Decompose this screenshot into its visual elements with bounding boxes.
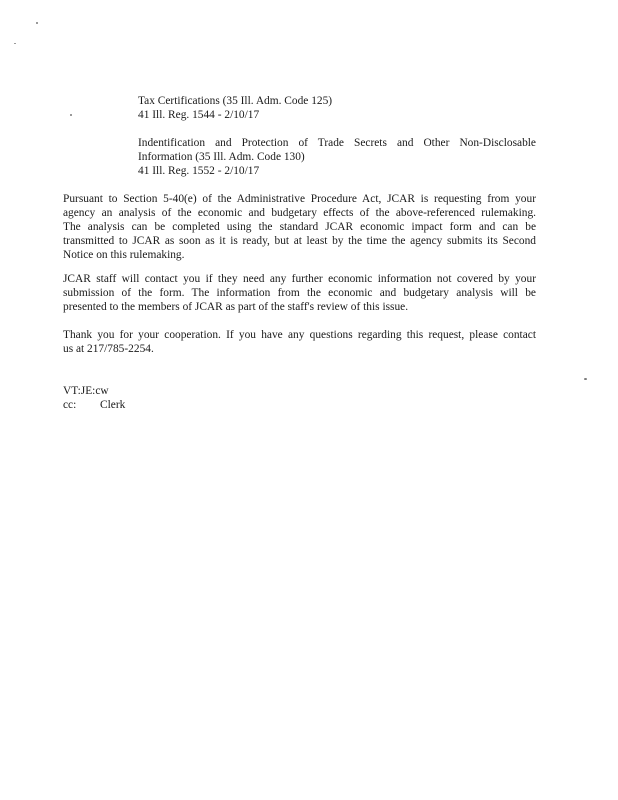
rule-2-title-line-1: Indentification and Protection of Trade Secrets and Other Non-Disclosable <box>138 137 536 149</box>
typist-initials: VT:JE:cw <box>63 385 109 397</box>
paragraph-3-line: us at 217/785-2254. <box>63 343 154 355</box>
paragraph-2-line: JCAR staff will contact you if they need any further economic information not covered by your <box>63 273 536 285</box>
scan-speck <box>36 22 38 24</box>
paragraph-3-line: Thank you for your cooperation. If you have any questions regarding this request, please contact <box>63 329 536 341</box>
cc-recipient: Clerk <box>100 399 126 411</box>
scan-speck <box>584 378 587 380</box>
paragraph-1-line: transmitted to JCAR as soon as it is ready, but at least by the time the agency submits its Second <box>63 235 536 247</box>
paragraph-2-line: presented to the members of JCAR as part of the staff's review of this issue. <box>63 301 409 313</box>
rule-2-register: 41 Ill. Reg. 1552 - 2/10/17 <box>138 165 260 177</box>
cc-label: cc: <box>63 399 77 411</box>
paragraph-1-line: agency an analysis of the economic and budgetary effects of the above-referenced rulemaking. <box>63 207 536 219</box>
rule-2-title-line-2: Information (35 Ill. Adm. Code 130) <box>138 151 305 163</box>
paragraph-2-line: submission of the form. The information from the economic and budgetary analysis will be <box>63 287 536 299</box>
scan-speck <box>14 43 16 44</box>
paragraph-1-line: Pursuant to Section 5-40(e) of the Administrative Procedure Act, JCAR is requesting from your <box>63 193 536 205</box>
rule-1-title: Tax Certifications (35 Ill. Adm. Code 125) <box>138 95 333 107</box>
paragraph-1-line: Notice on this rulemaking. <box>63 249 185 261</box>
scan-speck <box>70 114 72 116</box>
paragraph-1-line: The analysis can be completed using the standard JCAR economic impact form and can be <box>63 221 536 233</box>
rule-1-register: 41 Ill. Reg. 1544 - 2/10/17 <box>138 109 260 121</box>
